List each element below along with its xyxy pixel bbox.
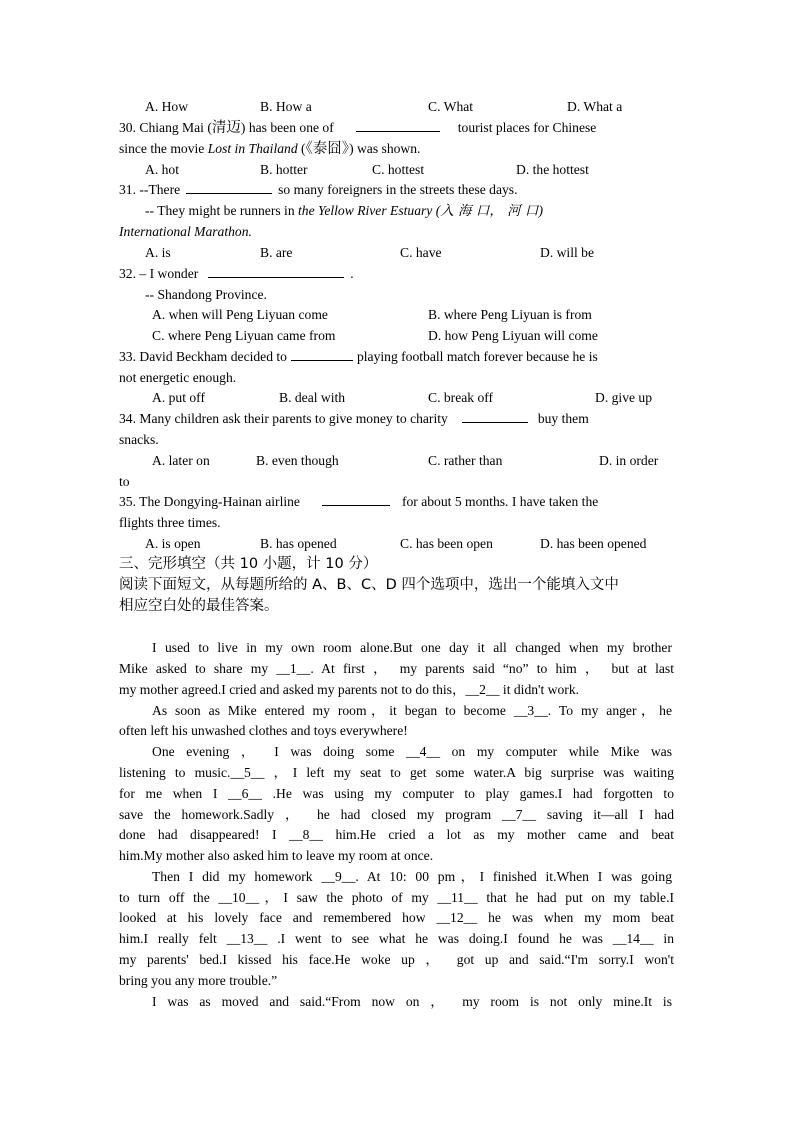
q29-option-a: A. How bbox=[145, 99, 189, 114]
q33-option-a: A. put off bbox=[152, 390, 205, 405]
passage-line: to turn off the __10__，I saw the photo of my __11__ that he had put on my table.I bbox=[119, 890, 674, 905]
passage-line: I was as moved and said.“From now on ， my room is not only mine.It is bbox=[152, 994, 672, 1009]
passage-line: Then I did my homework __9__. At 10: 00 pm，I finished it.When I was going bbox=[152, 869, 672, 884]
section-instruction-line2: 相应空白处的最佳答案。 bbox=[119, 598, 279, 614]
passage-line: save the homework.Sadly ， he had closed my program __7__ saving it—all I had bbox=[119, 807, 674, 822]
q35-option-d: D. has been opened bbox=[540, 536, 647, 551]
q29-option-d: D. What a bbox=[567, 99, 623, 114]
answer-blank bbox=[462, 409, 528, 423]
passage-line: him.I really felt __13__ .I went to see what he was doing.I found he was __14__ in bbox=[119, 931, 674, 946]
q34-option-a: A. later on bbox=[152, 453, 210, 468]
passage-line: looked at his lovely face and remembered how __12__ he was when my mom beat bbox=[119, 910, 674, 925]
q34-option-d: D. in order bbox=[599, 453, 659, 468]
passage-line: As soon as Mike entered my room，it began to become __3__. To my anger，he bbox=[152, 703, 672, 718]
q32-option-a: A. when will Peng Liyuan come bbox=[152, 307, 328, 322]
q34-option-b: B. even though bbox=[256, 453, 339, 468]
q31-line1: 31. --There so many foreigners in the streets these days. bbox=[119, 182, 518, 197]
q30-line1: 30. Chiang Mai (清迈) has been one of tourist places for Chinese bbox=[119, 120, 597, 136]
q33-option-d: D. give up bbox=[595, 390, 653, 405]
q33-option-b: B. deal with bbox=[279, 390, 346, 405]
q33-option-c: C. break off bbox=[428, 390, 494, 405]
q33-line2: not energetic enough. bbox=[119, 370, 237, 385]
q30-line2: since the movie Lost in Thailand (《泰囧》) was shown. bbox=[119, 141, 421, 157]
passage-line: I used to live in my own room alone.But one day it all changed when my brother bbox=[152, 640, 672, 655]
q32-option-b: B. where Peng Liyuan is from bbox=[428, 307, 592, 322]
q34-line2: snacks. bbox=[119, 432, 159, 447]
passage-line: Mike asked to share my __1__. At first ， my parents said “no” to him ， but at last bbox=[119, 661, 674, 676]
passage-line: often left his unwashed clothes and toys everywhere! bbox=[119, 723, 408, 738]
q29-option-c: C. What bbox=[428, 99, 474, 114]
q31-option-c: C. have bbox=[400, 245, 442, 260]
passage-line: bring you any more trouble.” bbox=[119, 973, 278, 988]
q33-line1: 33. David Beckham decided to playing football match forever because he is bbox=[119, 349, 598, 364]
q32-option-d: D. how Peng Liyuan will come bbox=[428, 328, 598, 343]
section-instruction-line1: 阅读下面短文，从每题所给的 A、B、C、D 四个选项中，选出一个能填入文中 bbox=[119, 577, 619, 593]
q32-line2: -- Shandong Province. bbox=[145, 287, 267, 302]
q34-option-c: C. rather than bbox=[428, 453, 503, 468]
q30-option-b: B. hotter bbox=[260, 162, 308, 177]
passage-line: my parents' bed.I kissed his face.He woke up ， got up and said.“I'm sorry.I won't bbox=[119, 952, 674, 967]
passage-line: him.My mother also asked him to leave my room at once. bbox=[119, 848, 434, 863]
section-title: 三、完形填空（共 10 小题，计 10 分） bbox=[119, 556, 378, 572]
passage-line: listening to music.__5__ ，I left my seat to get some water.A big surprise was waiting bbox=[119, 765, 674, 780]
answer-blank bbox=[356, 118, 440, 132]
q35-option-a: A. is open bbox=[145, 536, 201, 551]
q34-option-d-continued: to bbox=[119, 474, 130, 489]
passage-line: for me when I __6__ .He was using my computer to play games.I had forgotten to bbox=[119, 786, 674, 801]
q31-option-a: A. is bbox=[145, 245, 171, 260]
q35-option-c: C. has been open bbox=[400, 536, 493, 551]
q31-option-b: B. are bbox=[260, 245, 293, 260]
q30-option-a: A. hot bbox=[145, 162, 179, 177]
q31-line2: -- They might be runners in the Yellow River Estuary (入 海 口， 河 口) bbox=[145, 203, 543, 219]
q31-option-d: D. will be bbox=[540, 245, 594, 260]
passage-line: done had disappeared! I __8__ him.He cried a lot as my mother came and beat bbox=[119, 827, 674, 842]
q32-option-c: C. where Peng Liyuan came from bbox=[152, 328, 336, 343]
q32-line1: 32. – I wonder . bbox=[119, 266, 354, 281]
q35-line1: 35. The Dongying-Hainan airline for about 5 months. I have taken the bbox=[119, 494, 599, 509]
q34-line1: 34. Many children ask their parents to give money to charity buy them bbox=[119, 411, 589, 426]
answer-blank bbox=[322, 492, 390, 506]
q30-option-c: C. hottest bbox=[372, 162, 425, 177]
answer-blank bbox=[186, 180, 272, 194]
q29-option-b: B. How a bbox=[260, 99, 312, 114]
answer-blank bbox=[291, 347, 353, 361]
q35-option-b: B. has opened bbox=[260, 536, 337, 551]
q35-line2: flights three times. bbox=[119, 515, 221, 530]
passage-line: my mother agreed.I cried and asked my parents not to do this，__2__ it didn't work. bbox=[119, 682, 580, 697]
passage-line: One evening ， I was doing some __4__ on my computer while Mike was bbox=[152, 744, 672, 759]
q30-option-d: D. the hottest bbox=[516, 162, 589, 177]
q31-line3: International Marathon. bbox=[119, 224, 252, 239]
answer-blank bbox=[208, 264, 344, 278]
